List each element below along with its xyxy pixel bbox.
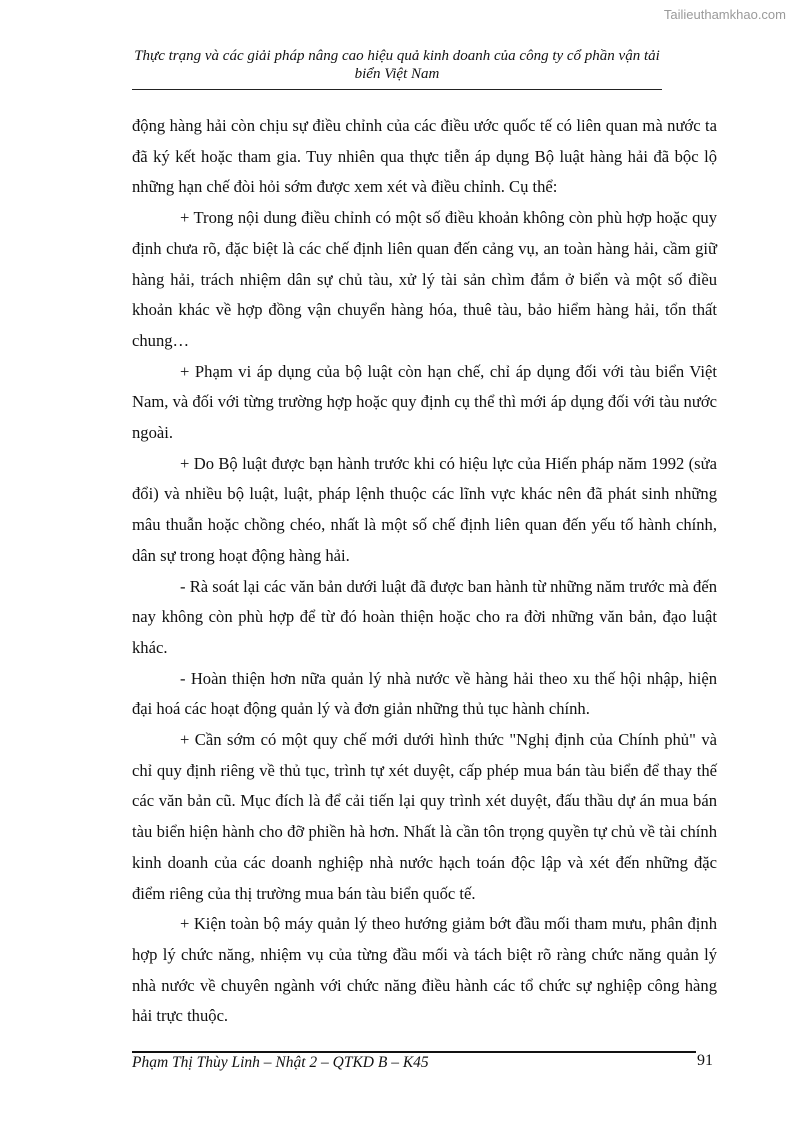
- paragraph: + Cần sớm có một quy chế mới dưới hình thức "Nghị định của Chính phủ" và chỉ quy định riêng về thủ tục, trình tự xét duyệt, cấp phép mua bán tàu biển để thay thế các văn bản cũ. Mục đích là để cải tiến lại quy trình xét duyệt, đấu thầu dự án mua bán tàu biển hiện hành cho đỡ phiền hà hơn. Nhất là cần tôn trọng quyền tự chủ về tài chính kinh doanh của các doanh nghiệp nhà nước hạch toán độc lập và xét đến những đặc điểm riêng của thị trường mua bán tàu biển quốc tế.: [132, 730, 717, 903]
- header-line-2: biển Việt Nam: [354, 66, 440, 82]
- paragraph: động hàng hải còn chịu sự điều chỉnh của các điều ước quốc tế có liên quan mà nước ta đã ký kết hoặc tham gia. Tuy nhiên qua thực tiễn áp dụng Bộ luật hàng hải đã bộc lộ những hạn chế đòi hỏi sớm được xem xét và điều chỉnh. Cụ thể:: [132, 116, 717, 197]
- paragraph: + Do Bộ luật được bạn hành trước khi có hiệu lực của Hiến pháp năm 1992 (sửa đổi) và nhiều bộ luật, luật, pháp lệnh thuộc các lĩnh vực khác nên đã phát sinh những mâu thuẫn hoặc chồng chéo, nhất là một số chế định liên quan đến yếu tố hành chính, dân sự trong hoạt động hàng hải.: [132, 453, 717, 565]
- paragraph: + Phạm vi áp dụng của bộ luật còn hạn chế, chỉ áp dụng đối với tàu biển Việt Nam, và đối với từng trường hợp hoặc quy định cụ thể thì mới áp dụng đối với tàu nước ngoài.: [132, 361, 717, 443]
- page-number: 91: [697, 1052, 713, 1069]
- footer-author: Phạm Thị Thùy Linh – Nhật 2 – QTKD B – K45: [132, 1054, 429, 1071]
- paragraph: + Kiện toàn bộ máy quản lý theo hướng giảm bớt đầu mối tham mưu, phân định hợp lý chức năng, nhiệm vụ của từng đầu mối và tách biệt rõ ràng chức năng quản lý nhà nước về chuyên ngành với chức năng điều hành các tổ chức sự nghiệp công hàng hải trực thuộc.: [132, 914, 717, 1026]
- running-header: [132, 47, 662, 83]
- paragraph: - Rà soát lại các văn bản dưới luật đã được ban hành từ những năm trước mà đến nay không còn phù hợp để từ đó hoàn thiện hoặc cho ra đời những văn bản, đạo luật khác.: [132, 576, 717, 657]
- header-divider: [132, 89, 662, 90]
- header-line-1: Thực trạng và các giải pháp nâng cao hiệu quả kinh doanh của công ty cổ phần vận tải: [134, 48, 660, 64]
- paragraph: + Trong nội dung điều chỉnh có một số điều khoản không còn phù hợp hoặc quy định chưa rõ, đặc biệt là các chế định liên quan đến cảng vụ, an toàn hàng hải, cầm giữ hàng hải, trách nhiệm dân sự chủ tàu, xử lý tài sản chìm đắm ở biển và một số điều khoản khác về hợp đồng vận chuyển hàng hóa, thuê tàu, bảo hiểm hàng hải, tổn thất chung…: [132, 208, 717, 350]
- document-body: [132, 111, 717, 1032]
- footer-divider: [132, 1051, 696, 1053]
- watermark-text: Tailieuthamkhao.com: [663, 7, 786, 22]
- paragraph: - Hoàn thiện hơn nữa quản lý nhà nước về hàng hải theo xu thế hội nhập, hiện đại hoá các hoạt động quản lý và đơn giản những thủ tục hành chính.: [132, 668, 717, 719]
